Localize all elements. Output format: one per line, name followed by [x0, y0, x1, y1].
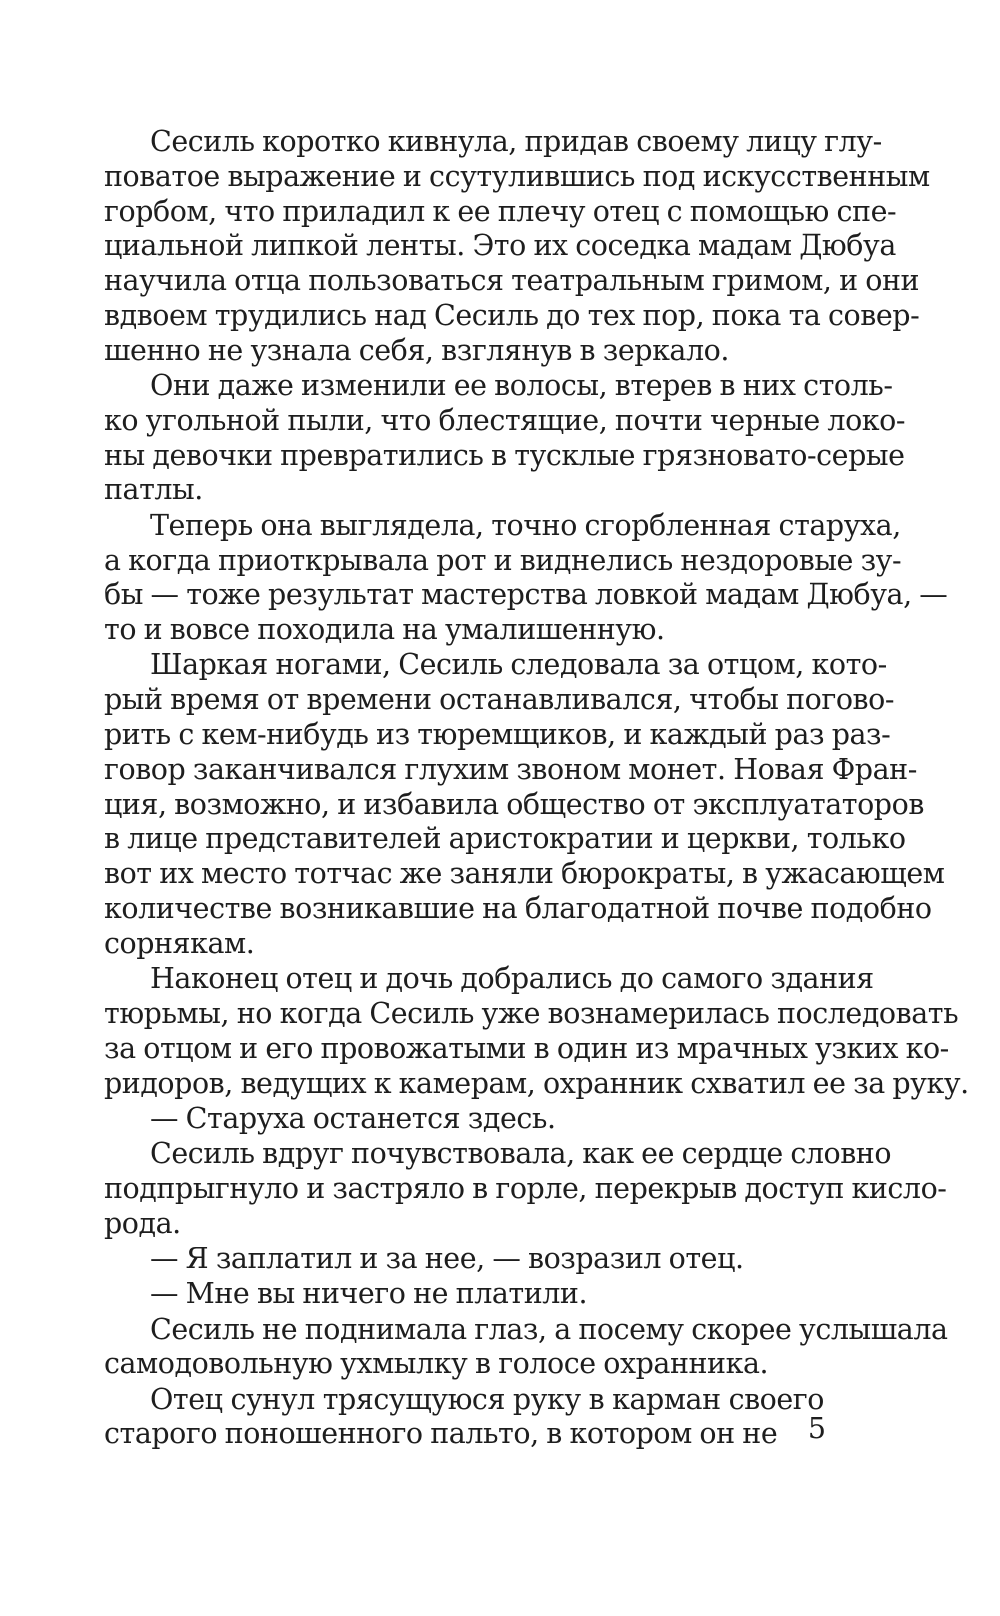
text-line: ридоров, ведущих к камерам, охранник схватил ее за руку. [104, 1066, 969, 1100]
text-line: — Старуха останется здесь. [150, 1101, 556, 1135]
paragraph [104, 1137, 947, 1241]
text-line: вдвоем трудились над Сесиль до тех пор, пока та совер- [104, 298, 920, 332]
text-line: рода. [104, 1206, 181, 1240]
text-line: ция, возможно, и избавила общество от эксплуататоров [104, 787, 924, 821]
text-line: циальной липкой ленты. Это их соседка мадам Дюбуа [104, 229, 896, 263]
text-line: горбом, что приладил к ее плечу отец с помощью спе- [104, 194, 897, 228]
text-line: шенно не узнала себя, взглянув в зеркало. [104, 333, 729, 367]
text-line: количестве возникавшие на благодатной почве подобно [104, 892, 932, 926]
paragraph [104, 125, 930, 369]
text-line: за отцом и его провожатыми в один из мрачных узких ко- [104, 1031, 949, 1065]
text-line: Отец сунул трясущуюся руку в карман своего [150, 1382, 824, 1416]
text-line: а когда приоткрывала рот и виднелись нездоровые зу- [104, 543, 902, 577]
paragraph [104, 648, 945, 961]
paragraph [104, 962, 969, 1101]
text-line: патлы. [104, 473, 203, 507]
text-line: Сесиль вдруг почувствовала, как ее сердце словно [150, 1137, 892, 1171]
paragraph [104, 369, 906, 508]
text-line: научила отца пользоваться театральным гримом, и они [104, 264, 920, 298]
text-line: рить с кем-нибудь из тюремщиков, и каждый раз раз- [104, 718, 891, 752]
text-line: Сесиль не поднимала глаз, а посему скорее услышала [150, 1312, 948, 1346]
text-line: вот их место тотчас же заняли бюрократы, в ужасающем [104, 857, 945, 891]
text-line: Теперь она выглядела, точно сгорбленная старуха, [150, 508, 901, 542]
text-line: тюрьмы, но когда Сесиль уже вознамерилась последовать [104, 996, 959, 1030]
paragraph [104, 1102, 824, 1137]
text-line: Шаркая ногами, Сесиль следовала за отцом, кото- [150, 648, 887, 682]
text-line: самодовольную ухмылку в голосе охранника. [104, 1347, 769, 1381]
paragraph [104, 1277, 824, 1312]
text-line: бы — тоже результат мастерства ловкой мадам Дюбуа, — [104, 578, 948, 612]
paragraph [104, 1312, 948, 1383]
text-line: Они даже изменили ее волосы, втерев в них столь- [150, 369, 893, 403]
page-number: 5 [807, 1412, 826, 1445]
paragraph [104, 1383, 824, 1453]
text-line: рый время от времени останавливался, чтобы погово- [104, 683, 895, 717]
text-line: Наконец отец и дочь добрались до самого здания [150, 962, 874, 996]
text-line: старого поношенного пальто, в котором он не [104, 1417, 778, 1451]
text-line: поватое выражение и ссутулившись под искусственным [104, 159, 930, 193]
text-line: Сесиль коротко кивнула, придав своему лицу глу- [150, 125, 882, 158]
text-line: подпрыгнуло и застряло в горле, перекрыв доступ кисло- [104, 1171, 947, 1205]
text-line: сорнякам. [104, 926, 255, 960]
body-text [104, 125, 969, 1452]
text-line: ны девочки превратились в тусклые грязновато-серые [104, 438, 905, 472]
text-line: то и вовсе походила на умалишенную. [104, 613, 665, 647]
paragraph [104, 508, 948, 648]
text-line: ко угольной пыли, что блестящие, почти черные локо- [104, 403, 906, 437]
paragraph [104, 1242, 824, 1277]
text-line: — Мне вы ничего не платили. [150, 1277, 588, 1311]
text-line: — Я заплатил и за нее, — возразил отец. [150, 1242, 744, 1275]
text-line: в лице представителей аристократии и церкви, только [104, 822, 906, 856]
text-line: говор заканчивался глухим звоном монет. Новая Фран- [104, 752, 917, 786]
